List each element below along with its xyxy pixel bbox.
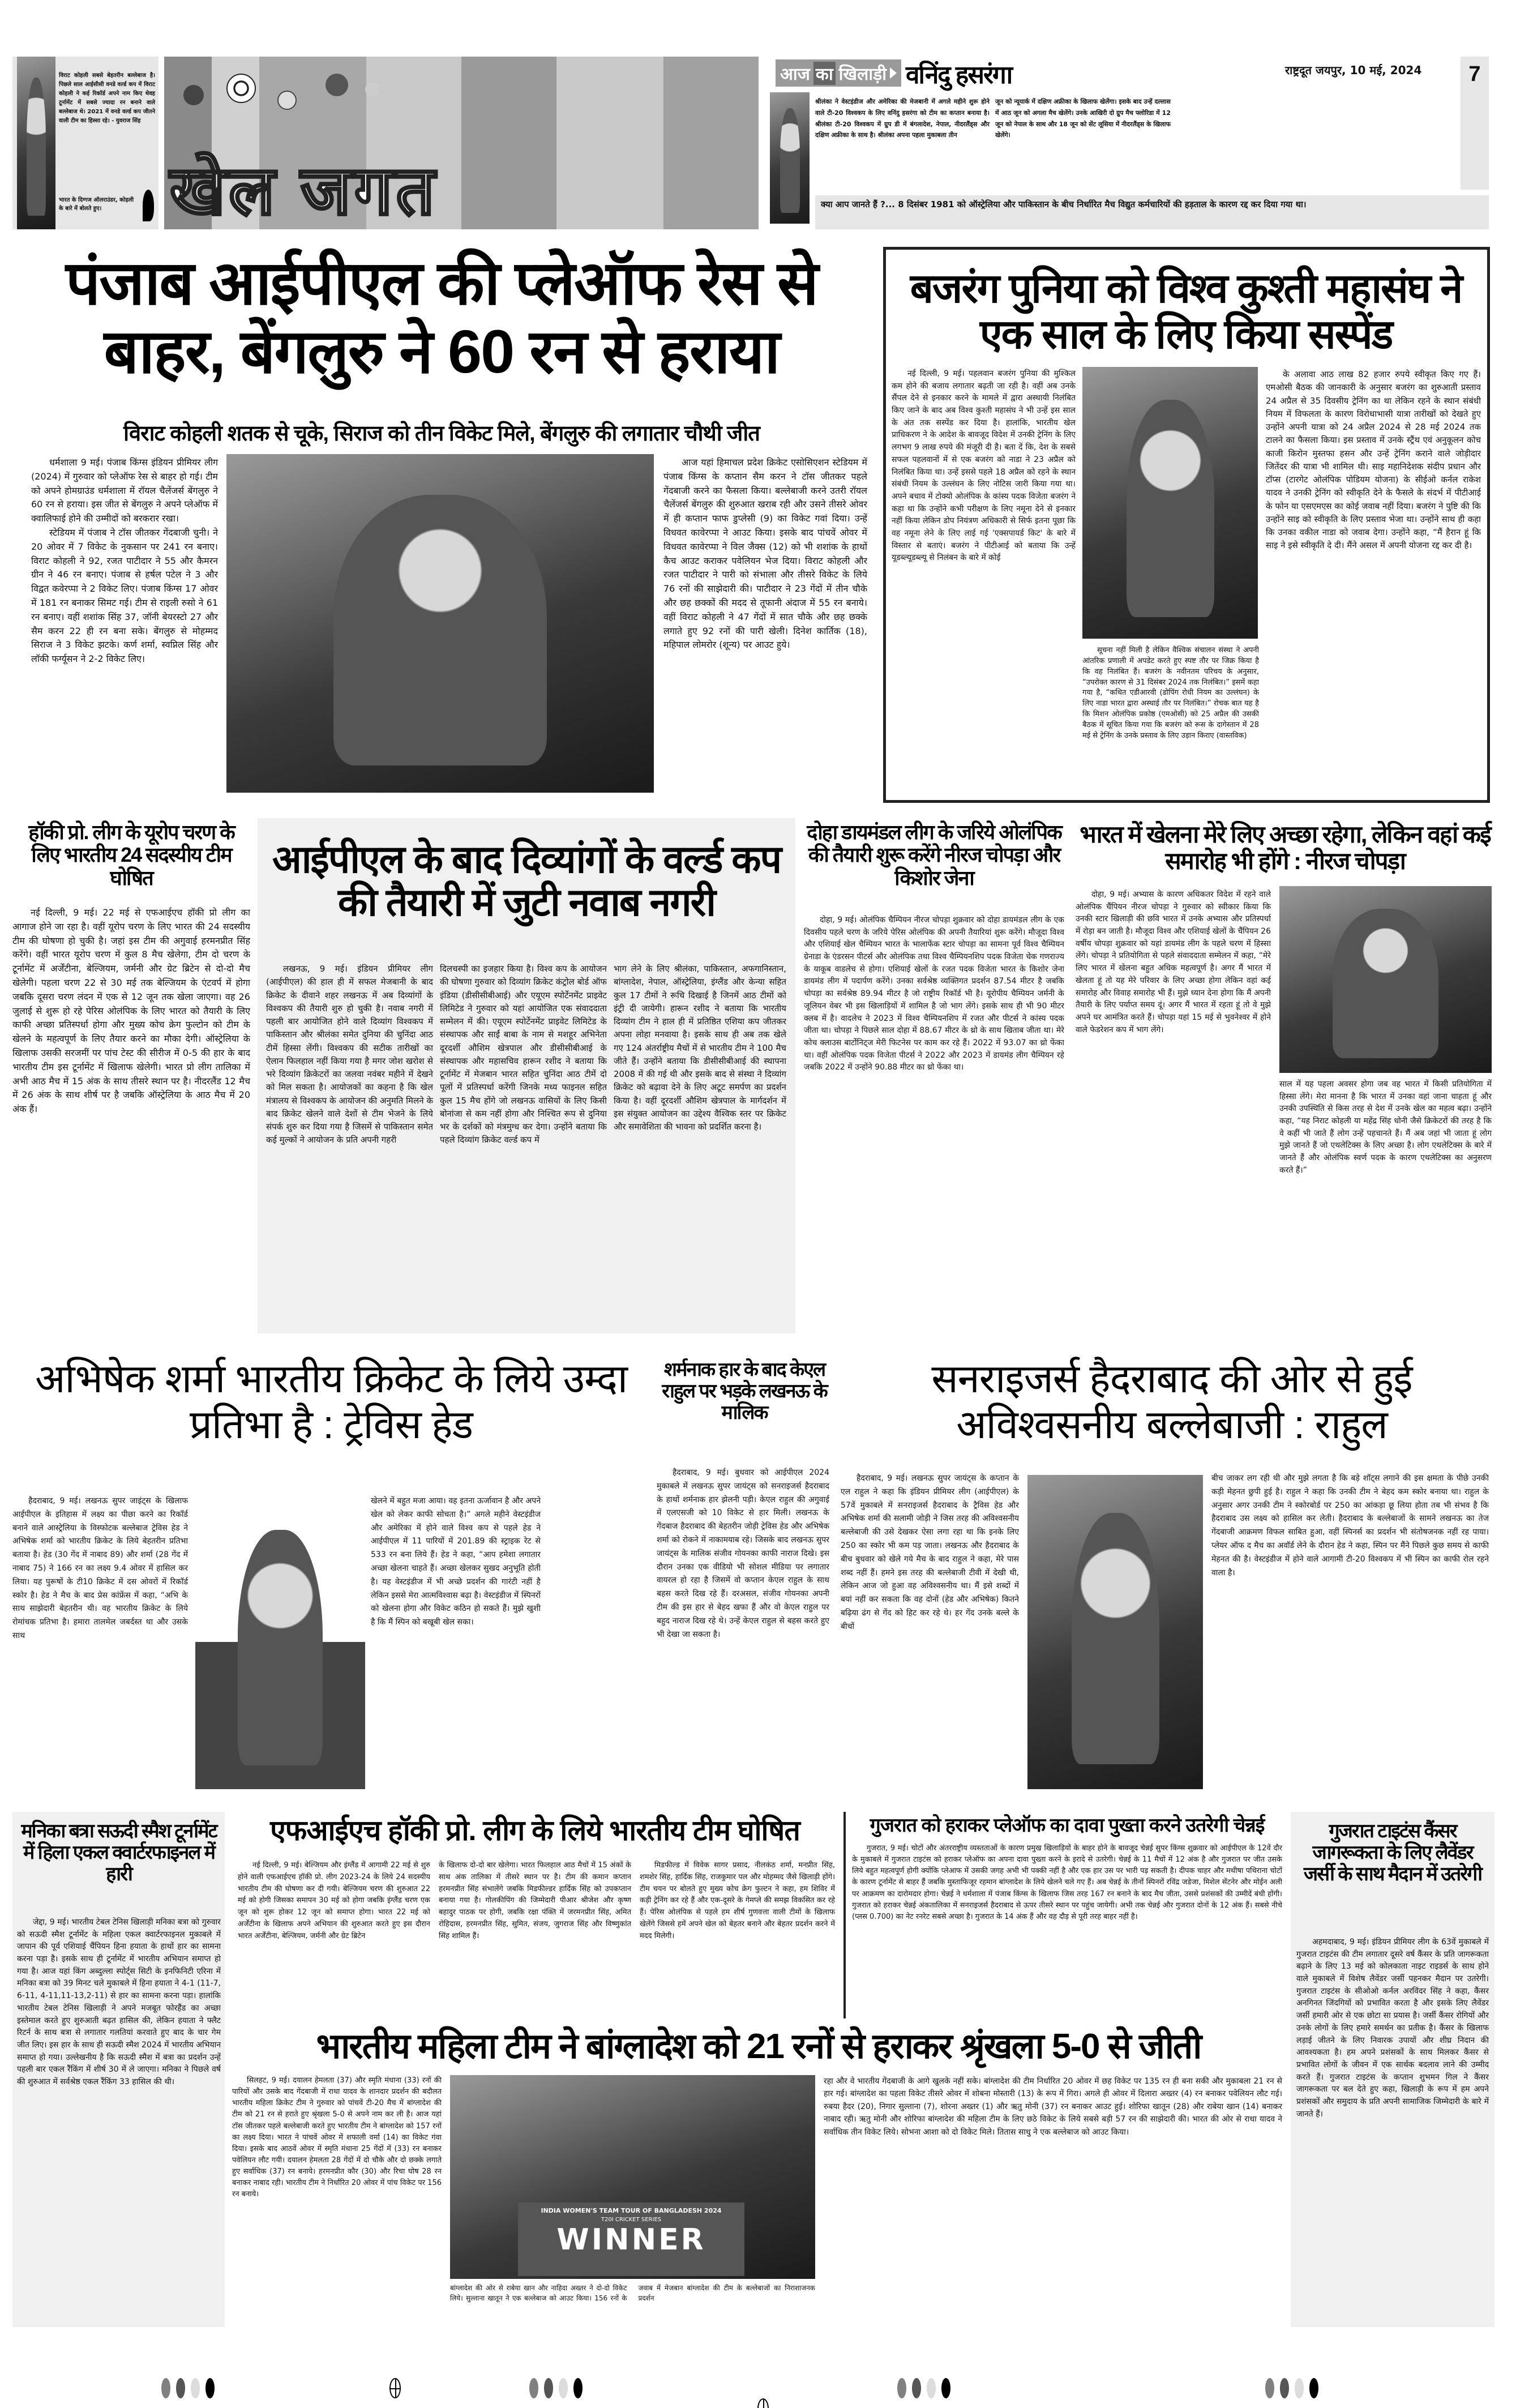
registration-marks-3: [897, 2378, 950, 2398]
registration-dot: [927, 2378, 936, 2398]
divyang-col3: भाग लेने के लिए श्रीलंका, पाकिस्तान, अफगानिस्तान, बांग्लादेश, नेपाल, ऑस्ट्रेलिया, इंग्लैंड और केन्या सहित कुल 17 टीमों ने रूचि दिखाई है जिनमें आठ टीमों को इंट्री दी जायेगी। हारून रशीद ने बताया कि भारतीय दिव्यांग टीम ने हाल ही में प्रतिष्ठित एशिया कप जीतकर अपना लोहा मनवाया है। इसके साथ ही अब तक खेले गए 124 अंतर्राष्ट्रीय मैचों में से भारतीय टीम ने 100 मैच जीते हैं। उन्होंने बताया कि डीसीसीबीआई की स्थापना 2008 में की गई थी और इसके बाद से संस्था ने दिव्यांग क्रिकेट को बढ़ावा देने के लिए अटूट समर्पण का प्रदर्शन किया है। वहीं दूरदर्शी औशिम खेत्रपाल के मार्गदर्शन में इस संयुक्त आयोजन का उद्देश्य वैश्विक स्तर पर क्रिकेट और समावेशिता की भावना को प्रदर्शित करना है।: [614, 964, 786, 1132]
dateline: राष्ट्रदूत जयपुर, 10 मई, 2024: [1285, 63, 1422, 77]
hockey-europe-body: नई दिल्ली, 9 मई। 22 मई से एफआईएच हॉकी प्रो लीग का आगाज होने जा रहा है। वहीं यूरोप चरण के लिए भारत की 24 सदस्यीय टीम की घोषणा हो चुकी है। जहां इस टीम की अगुवाई हरमनप्रीत सिंह करेंगे। वहीं भारत यूरोप चरण में कुल 8 मैच खेलेगा, टीम दो चरण के टूर्नामेंट में अर्जेंटीना, बेल्जियम, जर्मनी और ग्रेट ब्रिटेन से दो-दो मैच खेलेगी। पहला चरण 22 से 30 मई तक बेल्जियम के एंटवर्प में होगा जबकि दूसरा चरण लंदन में एक से 12 जून तक खेला जाएगा। वह 26 जुलाई से शुरू हो रहे पेरिस ओलंपिक के लिए भारत को तैयारी के लिए काफी अच्छा प्रतिस्पर्धा होगा और मुख्य कोच क्रेग फुल्टोन को टीम के खेलने के महत्वपूर्ण के लिए तैयार करने का मौका देगी। ऑस्ट्रेलिया के खिलाफ उसकी सरजमीं पर पांच टेस्ट की सीरीज में 0-5 की हार के बाद भारतीय टीम इस टूर्नामेंट में खिलाफ खेलेगी। भारत प्रो लीग तालिका में अभी आठ मैच में 15 अंक के साथ तीसरे स्थान पर है। नीदरलैंड 12 मैच में 26 अंक के साथ शीर्ष पर है जबकि ऑस्ट्रेलिया के आठ मैच में 20 अंक हैं।: [12, 907, 250, 1115]
registration-dot: [529, 2378, 538, 2398]
bajrang-col1: नई दिल्ली, 9 मई। पहलवान बजरंग पुनिया की मुश्किल कम होने की बजाय लगातार बढ़ती जा रही है। वहीं अब उनके सैंपल देने से इनकार करने के मामले में द्वारा अस्थायी निलंबित किए जाने के बाद अब विश्व कुश्ती महासंघ ने भी उन्हें इस साल के अंत तक सस्पेंड कर दिया है। हालांकि, भारतीय खेल प्राधिकरण ने के आदेश के बावजूद विदेश में उनकी ट्रेनिंग के लिए लगभग 9 लाख रुपये की मंजूरी दी है। बता दें कि, देश के सबसे सफल पहलवानों में से एक बजरंग को नाडा ने 23 अप्रैल को निलंबित किया था। उन्हें इससे पहले 18 अप्रैल को रहने के स्थान संबंधी नियम के उल्लंघन के लिए नोटिस जारी किया गया था। अपने बचाव में टोक्यो ओलंपिक के कांस्य पदक विजेता बजरंग ने कहा था कि उन्होंने कभी परीक्षण के लिए नमूना देने से इनकार नहीं किया लेकिन डोप नियंत्रण अधिकारी से सिर्फ इतना पूछा कि वह नमूना लेने के लिए लाई गई 'एक्सपायर्ड किट' के बारे में विस्तार से बताएं। बजरंग ने पीटीआई को बताया कि उन्हें यूडब्ल्यूडब्ल्यू से निलंबन के बारे में कोई: [892, 369, 1076, 563]
travis-col2: खेलने में बहुत मजा आया। वह इतना ऊर्जावान है और अपने खेल को लेकर काफी सोचता है।” अगले महीने वेस्टइंडीज और अमेरिका में होने वाले विश्व कप से पहले हेड ने आईपीएल में 11 पारियों में 201.89 की स्ट्राइक रेट से 533 रन बना लिये हैं। हेड ने कहा, “आप हमेशा लगातार अच्छा खेलना चाहते हैं। अच्छा खेलकर सुखद अनुभूति होती है। यह वेस्टइंडीज में भी अच्छे प्रदर्शन की गारंटी नहीं है लेकिन इससे मेरा आत्मविश्वास बढ़ा है। वेस्टइंडीज में स्पिनरों को खेलना होगा और विकेट कठिन हो सकते हैं। मुझे खुशी है कि मैं स्पिन को बखूबी खेल सका।: [371, 1496, 541, 1627]
registration-dot: [161, 2378, 170, 2398]
registration-dot: [897, 2378, 906, 2398]
player-name: वनिंदु हसरंगा: [906, 61, 1012, 89]
hockey-europe-headline: हॉकी प्रो. लीग के यूरोप चरण के लिए भारतीय 24 सदस्यीय टीम घोषित: [28, 820, 234, 889]
bajrang-col2: सूचना नहीं मिली है लेकिन वैश्विक संचालन संस्था ने अपनी आंतरिक प्रणाली में अपडेट करते हुए स्पष्ट तौर पर जिक्र किया है कि वह निलंबित हैं। बजरंग के नवीनतम परिचय के अनुसार, “उपरोक्त कारण से 31 दिसंबर 2024 तक निलंबित।” इसमें कहा गया है, “कथित एडीआरवी (डोपिंग रोधी नियम का उल्लंघन) के लिए नाडा भारत द्वारा अस्थाई तौर पर निलंबित।” रोचक बात यह है कि मिशन ओलंपिक प्रकोष्ठ (एमओसी) को 25 अप्रैल की उसकी बैठक में सूचित किया गया कि बजरंग को रूस के दागेस्तान में 28 मई से ट्रेनिंग के उनके प्रस्ताव के लिए उड़ान किराए (वास्तविक): [1082, 646, 1259, 740]
player-bio-col1: श्रीलंका ने वेस्टइंडीज और अमेरिका की मेजबानी में अगले महीने शुरू होने वाले टी-20 विश्वकप के लिए वनिंदु हसरंगा को टीम का कप्तान बनाया है। श्रीलंका टी-20 विश्वकप में ग्रुप डी में बंगलादेश, नेपाल, नीदरलैंड्स और दक्षिण अफ्रीका के साथ है। श्रीलंका अपना पहला मुकाबला तीन: [815, 98, 990, 139]
registration-marks-2: [529, 2378, 583, 2398]
neeraj-photo: [1279, 886, 1492, 1073]
section-title: खेल जगत: [170, 153, 438, 229]
doha-body: दोहा, 9 मई। ओलंपिक चैम्पियन नीरज चोपड़ा शुक्रवार को दोहा डायमंडल लीग के एक दिवसीय पहले चरण के जरिये पेरिस ओलंपिक की अपनी तैयारियां शुरू करेंगे। मौजूदा विश्व और एशियाई खेल चैम्पियन भारत के भालाफेंक स्टार चोपड़ा का सामना पूर्व विश्व चैम्पियन ग्रेनाडा के एंडरसन पीटर्स और ओलंपिक तथा विश्व चैम्पियनशिप पदक विजेता चेक गणराज्य के याकूब वाडलेच से होगा। एशियाई खेलों के रजत पदक विजेता भारत के किशोर जेना डायमंड लीग में पदार्पण करेंगे। उनका सर्वश्रेष्ठ व्यक्तिगत प्रदर्शन 87.54 मीटर है जबकि चोपड़ा का सर्वश्रेष्ठ 89.94 मीटर है जो राष्ट्रीय रिकॉर्ड भी है। यूरोपीय चैम्पियन जर्मनी के जूलियन वेबर भी इस खिलाड़ियों में शामिल है जो भाग लेंगे। इसके साथ ही भी 90 मीटर क्लब में है। वादलेच ने 2023 में विश्व चैम्पियनशिप में रजत और पीटर्स ने कांस्य पदक जीता था। चोपड़ा ने पिछले साल दोहा में 88.67 मीटर के थ्रो के साथ खिताब जीता था। मेरे कोच क्लाउस बार्टोनिट्ज मेरी फिटनेस पर काम कर रहे हैं। 2022 में 93.07 का थ्रो फेंका था। वहीं ओलंपिक पदक विजेता पीटर्स ने 2022 और 2023 में डायमंड लीग चैम्पियन रहे जबकि 2022 में उन्होंने 90.88 मीटर का थ्रो फेंका था।: [804, 916, 1064, 1072]
divyang-headline: आईपीएल के बाद दिव्यांगों के वर्ल्ड कप की तैयारी में जुटी नवाब नगरी: [272, 838, 781, 925]
kl-rahul-photo: [1027, 1475, 1203, 1789]
kohli-batting-photo: [226, 454, 654, 793]
tennis-ball-icon: [365, 82, 380, 97]
player-of-day-label: आज का खिलाड़ी: [776, 59, 901, 87]
player-bio-col2: जून को न्यूयार्क में दक्षिण अफ्रीका के खिलाफ खेलेंगा। इसके बाद उन्हें दल्लास में आठ जून को अगला मैच खेलेंगे। उनके आखिरी दो ग्रुप मैच फ्लोरिडा में 12 जून को नेपाल के साथ और 18 जून को सेंट लूसिया में नीदरलैंड्स के खिलाफ खेलेंगे।: [995, 98, 1171, 139]
registration-dot: [941, 2378, 950, 2398]
registration-dot: [176, 2378, 185, 2398]
divyang-col1: लखनऊ, 9 मई। इंडियन प्रीमियर लीग (आईपीएल) की हाल ही में सफल मेजबानी के बाद क्रिकेट के दीवाने शहर लखनऊ में अब दिव्यांगों के विश्वकप की तैयारी शुरु हो चुकी है। नवाब नगरी में पहली बार आयोजित होने वाले दिव्यांग विश्वकप में पाकिस्तान और श्रीलंका समेत दुनिया की चुनिंदा आठ टीमें हिस्सा लेंगी। विश्वकप की सटीक तारीखों का ऐलान फिलहाल नहीं किया गया है मगर जोश खरोश से भरे दिव्यांग क्रिकेटरों का जलवा नवंबर महीने में देखने को मिल सकता है। आयोजकों का कहना है कि खेल मंत्रालय से विश्वकप के आयोजन की अनुमति मिलने के बाद क्रिकेट खेलने वाले देशों से टीम भेजने के लिये संपर्क शुरु कर दिया गया है जिसमें से पाकिस्तान समेत कई मुल्कों ने आयोजन के प्रति अपनी गहरी: [266, 964, 433, 1145]
women-col3: रहा और वे भारतीय गेंदबाजी के आगे खुलके नहीं सके। बांग्लादेश की टीम निर्धारित 20 ओवर में छह विकेट पर 135 रन ही बना सकी और मुकाबला 21 रन से हार गई। बांग्लादेश का पहला विकेट तीसरे ओवर में शोबना मोस्तारी (13) के रूप में गिरा। अगले ही ओवर में दिलारा अख्तर (4) रन बनाकर पवेलियन लौट गई। रुबया हैदर (20), निगार सुल्ताना (7), शोरना अख्तर (1) और ऋतु मोनी (37) रन बनाकर आउट हुई। शोरिफा खातून (28) और राबेया खान (14) बनाकर नाबाद रही। ऋतु मोनी और शोरिफा बांग्लादेश की महिला टीम के लिए छठे विकेट के लिये सबसे बड़ी 57 रन की साझेदारी की। भारत की ओर से राधा यादव ने सर्वाधिक तीन विकेट लिये। सोभना आशा को दो विकेट मिले। तितास साधु ने एक बल्लेबाज को आउट किया।: [824, 2077, 1282, 2137]
goenka-headline: शर्मनाक हार के बाद केएल राहुल पर भड़के लखनऊ के मालिक: [662, 1359, 827, 1424]
gt-lavender-body: अहमदाबाद, 9 मई। इंडियन प्रीमियर लीग के 63वें मुकाबले में गुजरात टाइटंस की टीम लगातार दूसरे वर्ष कैंसर के प्रति जागरूकता बढ़ाने के लिए 13 मई को कोलकाता नाइट राइडर्स के साथ होने वाले मुकाबले में विशेष लैवेंडर जर्सी पहनकर मैदान पर उतरेगी। गुजरात टाइटंस के सीओओ कर्नल अरविंदर सिंह ने कहा, कैंसर अनगिनत जिंदगियों को प्रभावित करता है और इसके लिए लैवेंडर जर्सी हमारी ओर से एक छोटा सा प्रयास है। जर्सी कैंसर रोगियों और उनके लोगों के लिए हमारे समर्थन का प्रतीक है। कैंसर के खिलाफ लड़ाई जीतने के लिए निवारक उपायों और शीघ्र निदान की आवश्यकता है। हम अपने प्रशंसकों के साथ मिलकर कैंसर से प्रभावित लोगों के जीवन में एक सार्थक बदलाव लाने की उम्मीद करते हैं। गुजरात टाइटंस के कप्तान शुभमन गिल ने कैंसर जागरूकता पर बल देते हुए कहा, खिलाड़ी के रूप में हम अपने प्रशंसकों और समुदाय के प्रति अपनी सामाजिक जिम्मेदारी के बारे में जानते हैं।: [1296, 1937, 1489, 2119]
registration-marks-4: [1265, 2378, 1318, 2398]
quote-text: विराट कोहली सबसे बेहतरीन बल्लेबाज है। पिछले साल आईसीसी वनडे वर्ल्ड कप में विराट कोहली ने कई रिकॉर्ड अपने नाम किए थेवह टूर्नामेंट में सबसे ज्यादा रन बनाने वाले बल्लेबाज थे। 2021 में वनडे वर्ल्ड कप जीतने वाली टीम का हिस्सा रहे। - युवराज सिंह: [59, 72, 155, 124]
registration-dot: [559, 2378, 568, 2398]
fih-headline: एफआईएच हॉकी प्रो. लीग के लिये भारतीय टीम घोषित: [270, 1815, 800, 1846]
page-number: 7: [1461, 57, 1489, 190]
punjab-headline: पंजाब आईपीएल की प्लेऑफ रेस से बाहर, बेंगलुरु ने 60 रन से हराया: [65, 249, 818, 386]
registration-dot: [205, 2378, 215, 2398]
neeraj-col2: साल में यह पहला अवसर होगा जब वह भारत में किसी प्रतियोगिता में हिस्सा लेंगे। मेरा मानना है कि भारत में उनका वहां जाना चाहता हूं और उनकी उपस्थिति से किस तरह से देश में उनके खेल का महत्व बढ़ा। उन्होंने कहा, “यह निराट कोहली या महेंद्र सिंह धोनी जैसे क्रिकेटरों की तरह है कि वे कहीं भी जाते हैं लोग उन्हें पहचानते हैं। मैं अब जहां भी जाता हूं लोग मुझे जानते हैं जो एथलेटिक्स के लिए अच्छा है। लोग एथलेटिक्स के बारे में जानते हैं और ओलंपिक स्वर्ण पदक के कारण एथलेटिक्स का अनुसरण करते हैं।”: [1279, 1080, 1492, 1175]
registration-dot: [1265, 2378, 1274, 2398]
fih-col1: नई दिल्ली, 9 मई। बेल्जियम और इंग्लैंड में आगामी 22 मई से शुरु होने वाली एफआईएच हॉकी प्रो. लीग 2023-24 के लिये 24 सदस्यीय भारतीय टीम की घोषणा कर दी गयी। बेल्जियम चरण की शुरुआत 22 मई को होगी जिसका समापन 30 मई को होगा जबकि इंग्लैंड चरण एक जून को शुरू होकर 12 जून को समाप्त होगा। भारत 22 मई को अर्जेंटीना के खिलाफ अपने अभियान की शुरुआत करते हुए इस दौरान भारत अर्जेंटीना, बेल्जियम, जर्मनी और ग्रेट ब्रिटेन: [238, 1861, 430, 1940]
fih-col2: के खिलाफ दो-दो बार खेलेगा। भारत फिलहाल आठ मैचों में 15 अंकों के साथ अंक तालिका में तीसरे स्थान पर है। टीम की कमान कप्तान हरमनप्रीत सिंह संभालेंगे जबकि मिडफील्डर हार्दिक सिंह को उपकप्तान बनाया गया है। गोलकीपिंग की जिम्मेदारी पीआर श्रीजेश और कृष्ण बहादुर पाठक पर होगी, जबकि रक्षा पंक्ति में जरमनप्रीत सिंह, अमित रोहिदास, हरमनप्रीत सिंह, सुमित, संजय, जुगराज सिंह और विष्णुकांत सिंह शामिल हैं।: [439, 1861, 631, 1940]
manika-body: जेद्दा, 9 मई। भारतीय टेबल टेनिस खिलाड़ी मनिका बत्रा को गुरुवार को सऊदी स्मैश टूर्नामेंट के महिला एकल क्वार्टरफाइनल मुकाबले में जापान की पूर्व एशियाई चैंपियन हिना हयाता के हाथों हार का सामना करना पड़ा है। इसके साथ ही टूर्नामेंट में भारतीय अभियान समाप्त हो गया है। आज यहां किंग अब्दुल्ला स्पोर्ट्स सिटी के इनफिनिटी एरिना में मनिका बत्रा को 39 मिनट चले मुकाबले में हिना हयाता ने 4-1 (11-7, 6-11, 4-11,11-13,2-11) से हार का सामना करना पड़ा। हालांकि भारतीय टेबल टेनिस खिलाड़ी ने अपने मजबूत फोरहैंड का अच्छा इस्तेमाल करते हुए शुरुआती बढ़त हासिल की, लेकिन हयाता ने फ्लैट रिटर्न के साथ बत्रा से लगातार गलतियां करवाते हुए बाद के चार गेम जीत लिए। इस हार के साथ ही सऊदी स्मैश 2024 में भारतीय अभियान समाप्त हो गया। उल्लेखनीय है कि सऊदी स्मैश में बत्रा का प्रदर्शन उन्हें पहली बार एकल रैंकिंग में शीर्ष 30 में ले जाएगा। मनिका ने पिछले वर्ष की शुरुआत में सर्वश्रेष्ठ एकल रैंकिंग 33 हासिल की थी।: [17, 1918, 221, 2086]
football-icon: [226, 74, 256, 103]
bajrang-col3: के अलावा आठ लाख 82 हजार रुपये स्वीकृत किए गए हैं। एमओसी बैठक की जानकारी के अनुसार बजरंग का शुरुआती प्रस्ताव 24 अप्रैल से 35 दिवसीय ट्रेनिंग का था लेकिन रहने के स्थान संबंधी नियम में विफलता के कारण विरोधाभासी यात्रा तारीखों को देखते हुए उन्होंने अपनी यात्रा को 24 अप्रैल 2024 से 28 मई 2024 तक टालने का फैसला किया। इस प्रस्ताव में उनके स्ट्रैंथ एवं अनुकूलन कोच काजी किरोन मुस्तफा हसन और उन्हें ट्रेनिंग कराने वाले जोड़ीदार जितेंदर की यात्रा भी शामिल थी। साइ महानिदेशक संदीप प्रधान और टॉप्स (टारगेट ओलंपिक पोडियम योजना) के सीईओ कर्नल राकेश यादव ने उनकी ट्रेनिंग को स्वीकृति देने के फैसले के संदर्भ में पीटीआई के फोन या एसएमएस का कोई जवाब नहीं दिया। बजरंग ने पुष्टि की कि उन्होंने साइ को स्वीकृति के लिए प्रस्ताव भेजा था। उन्होंने साथ ही कहा कि उनका वकील नाडा को जवाब देगा। उन्होंने कहा, “मैं हैरान हूं कि साइ ने इसे स्वीकृति दे दी। मैंने असल में अपनी योजना रद्द कर दी है।: [1266, 369, 1481, 551]
registration-dot: [1295, 2378, 1304, 2398]
hockey-ball-icon: [277, 91, 297, 110]
punjab-col1: धर्मशाला 9 मई। पंजाब किंग्स इंडियन प्रीमियर लीग (2024) में गुरुवार को प्लेऑफ रेस से बाहर हो गई। टीम को अपने होमग्राउंड धर्मशाला में रॉयल चैलेंजर्स बेंगलुरु ने 60 रन से हराया। इस जीत से बेंगलुरु ने अपने प्लेऑफ में क्वालिफाई होने की उम्मीदों को बरकरार रखा। स्टेडियम में पंजाब ने टॉस जीतकर गेंदबाजी चुनी। ने 20 ओवर में 7 विकेट के नुकसान पर 241 रन बनाए। विराट कोहली ने 92, रजत पाटीदार ने 55 और कैमरन ग्रीन ने 46 रन बनाए। पंजाब से हर्षल पटेल ने 3 और विद्वत कवेरप्पा ने 2 विकेट लिए। पंजाब किंग्स 17 ओवर में 181 रन बनाकर सिमट गई। टीम से राइली रुसो ने 61 रन बनाए। वहीं शशांक सिंह 37, जॉनी बेयरस्टो 27 और सैम करन 22 ही रन बना सके। बेंगलुरु से मोहम्मद सिराज ने 3 विकेट झटके। कर्ण शर्मा, स्वप्निल सिंह और लॉकी फर्ग्यूसन ने 2-2 विकेट लिए।: [31, 457, 218, 665]
neeraj-headline: भारत में खेलना मेरे लिए अच्छा रहेगा, लेकिन वहां कई समारोह भी होंगे : नीरज चोपड़ा: [1080, 821, 1491, 875]
travis-headline: अभिषेक शर्मा भारतीय क्रिकेट के लिये उम्दा प्रतिभा है : ट्रेविस हेड: [35, 1357, 627, 1447]
chennai-body: गुजरात, 9 मई। चोटों और अंतरराष्ट्रीय व्यस्तताओं के कारण प्रमुख खिलाड़ियों के बाहर होने के बावजूद चेन्नई सुपर किंग्स शुक्रवार को आईपीएल के 12वें दौर के मुकाबले में गुजरात टाइटंस को हराकर प्लेऑफ का अपना दावा पुख्ता करने के इरादे से उतरेगी। चेन्नई के 11 मैचों में 12 अंक है और गुजरात पर जीत उसके लिये बहुत महत्वपूर्ण होगी क्योंकि प्लेआफ में उसकी जगह अभी भी पक्की नहीं है और एक हार उस पर भारी पड़ सकती है। दीपक चाहर और मथीषा पथिराना चोटों के कारण टूर्नामेंट से बाहर हैं जबकि मुस्ताफिजूर रहमान बांग्लादेश के लिये खेलने चले गए हैं। अब चेन्नई के तीनों स्पिनरों रविंद्र जडेजा, मिशेल सेंटनेर और मोईन अली पर आक्रमण का दारोमदार होगा। चेन्नई ने धर्मशाला में पंजाब किंग्स के खिलाफ जिस तरह 167 रन बनाने के बाद मैच जीता, उससे प्रशंसकों की उम्मीदें बंधी होंगी। गुजरात को हराकर चेन्नई अंकतालिका में सनराइजर्स हैदराबाद से ऊपर तीसरे स्थान पर पहुंच जायेगी। अभी तक चेन्नई और गुजरात दोनों के 12 अंक हैं। सबसे नीचे (प्लस 0.700) का नेट रनरेट सबसे अच्छा है। गुजरात के 14 अंक हैं और वह दौड़ से पूरी तरह बाहर नहीं है।: [852, 1844, 1282, 1921]
basketball-icon: [326, 74, 348, 96]
bajrang-photo: [1082, 367, 1258, 639]
rahul-headline: सनराइजर्स हैदराबाद की ओर से हुई अविश्वसनीय बल्लेबाजी : राहुल: [931, 1357, 1412, 1447]
did-you-know-bar: क्या आप जानते हैं ?... 8 दिसंबर 1981 को ऑस्ट्रेलिया और पाकिस्तान के बीच निर्धारित मैच विद्युत कर्मचारियों की हड़ताल के कारण रद्द कर दिया गया था।: [815, 195, 1489, 229]
quote-caption: भारत के दिग्गज ऑलराउंडर, कोहली के बारे में बोलते हुए।: [59, 197, 134, 212]
column-divider: [843, 1812, 846, 2018]
rahul-col2: बीच जाकर लग रही थी और मुझे लगता है कि बड़े शॉट्स लगाने की इस क्षमता के पीछे उनकी कड़ी मेहनत छुपी हुई है। राहुल ने कहा कि उनकी टीम ने बेहद कम स्कोर बनाया था। राहुल के अनुसार अगर उनकी टीम ने स्कोरबोर्ड पर 250 का आंकड़ा छू लिया होता तब भी संभव है कि हैदराबाद उस लक्ष्य को हासिल कर लेती। हैदराबाद के बल्लेबाजों के सामने लखनऊ का तेज गेंदबाजी आक्रमण विफल साबित हुआ, वहीं स्पिनर्स का प्रदर्शन भी संतोषजनक नहीं रह पाया। प्लेयर ऑफ द मैच का अवॉर्ड लेने के दौरान हेड ने कहा, स्पिन पर मैंने पिछले कुछ समय से काफी मेहनत की है। वेस्टइंडीज में होने वाले आगामी टी-20 विश्वकप में भी स्पिन का काफी रोल रहने वाला है।: [1211, 1474, 1489, 1577]
chennai-headline: गुजरात को हराकर प्लेऑफ का दावा पुख्ता करने उतरेगी चेन्नई: [870, 1815, 1265, 1836]
registration-dot: [1309, 2378, 1318, 2398]
neeraj-col1: दोहा, 9 मई। अभ्यास के कारण अधिकतर विदेश में रहने वाले ओलंपिक चैंपियन नीरज चोपड़ा ने गुरुवार को स्वीकार किया कि उनकी स्टार खिलाड़ी की छवि भारत में उनके अभ्यास और प्रतिस्पर्धा में रोड़ा बन जाती है। मौजूदा विश्व और एशियाई खेलों के चैंपियन 26 वर्षीय चोपड़ा शुक्रवार को यहां डायमंड लीग के पहले चरण में हिस्सा लेंगे। चोपड़ा ने प्रतियोगिता से पहले संवाददाता सम्मेलन में कहा, “मेरे लिए भारत में खेलना बहुत अधिक महत्वपूर्ण है। अगर मैं भारत में खेलता हूं तो यह मेरे परिवार के लिए अच्छा होगा लेकिन वहां कई समारोह और विवाह समारोह भी हैं। मुझे ध्यान देना होगा कि मैं अपनी तैयारी के लिए पर्याप्त समय दूं। अगर मैं भारत में रहता हूं तो वे मुझे अपने घर आमंत्रित करते हैं। चोपड़ा यहां 15 मई से भुवनेश्वर में होने वाले फेडरेशन कप में भाग लेंगे।: [1076, 890, 1271, 1034]
crosshair-icon: [389, 2378, 401, 2398]
punjab-subhead: विराट कोहली शतक से चूके, सिराज को तीन विकेट मिले, बेंगलुरु की लगातार चौथी जीत: [123, 422, 760, 446]
registration-dot: [1280, 2378, 1289, 2398]
winner-banner: INDIA WOMEN'S TEAM TOUR OF BANGLADESH 2024 T20I CRICKET SERIES WINNER: [518, 2202, 744, 2276]
gt-lavender-headline: गुजरात टाइटंस कैंसर जागरूकता के लिए लैवेंडर जर्सी के साथ मैदान में उतरेगी: [1303, 1820, 1482, 1885]
registration-dot: [573, 2378, 583, 2398]
manika-headline: मनिका बत्रा सऊदी स्मैश टूर्नामेंट में हिला एकल क्वार्टरफाइनल में हारी: [21, 1820, 217, 1885]
bajrang-headline: बजरंग पुनिया को विश्व कुश्ती महासंघ ने एक साल के लिए किया सस्पेंड: [910, 266, 1462, 357]
registration-dot: [191, 2378, 200, 2398]
hasaranga-photo: [770, 92, 810, 224]
goenka-body: हैदराबाद, 9 मई। बुधवार को आईपीएल 2024 मुकाबले में लखनऊ सुपर जायंट्स को सनराइजर्स हैदराबाद के हाथों शर्मनाक हार झेलनी पड़ी। केएल राहुल की अगुवाई में एलएसजी को 10 विकेट से हार मिली। लखनऊ के गेंदबाज हैदराबाद की बेहतरीन जोड़ी ट्रेविस हेड और अभिषेक शर्मा को रोकने में नाकामयाब रहे। जिसके बाद लखनऊ सुपर जायंट्स के मालिक संजीव गोयनका काफी नाराज दिखे। इस दौरान उनका एक वीडियो भी सोशल मीडिया पर लगातार वायरल हो रहा है जिसमें वो कप्तान केएल राहुल के साथ बहस करते दिख रहे हैं। दरअसल, संजीव गोयनका अपनी टीम की इस हार से बेहद खफा हैं और वो केएल राहुल पर बहुद नाराज दिख रहे थे। उन्हें केएल राहुल से बहस करते हुए भी देखा जा सकता है।: [657, 1468, 829, 1639]
women-col2: बांग्लादेश की ओर से राबेया खान और नाहिदा अख्तर ने दो-दो विकेट लिये। सुल्ताना खातून ने एक बल्लेबाज को आउट किया। 156 रनों के जवाब में मेजबान बांग्लादेश की टीम के बल्लेबाजों का निराशाजनक प्रदर्शन: [450, 2284, 815, 2302]
travis-head-photo: [195, 1495, 365, 1789]
women-col1: सिलहट, 9 मई। दयालन हेमलता (37) और स्मृति मंधाना (33) रनों की पारियों और उसके बाद गेंदबाजी में राधा यादव के शानदार प्रदर्शन की बदौलत भारतीय महिला क्रिकेट टीम ने गुरुवार को पांचवें टी-20 मैच में बांग्लादेश की टीम को 21 रन से हराते हुए श्रृंखला 5-0 से अपने नाम कर ली है। आज यहां टॉस जीतकर पहले बल्लेबाजी करते हुए भारतीय टीम ने बांग्लादेश को 157 रनों का लक्ष्य दिया। भारत ने पांचवें ओवर में शफाली वर्मा (14) का विकेट गंवा दिया। इसके बाद आठवें ओवर में स्मृति मंधाना 25 गेंदों में (33) रन बनाकर पवेलियन लौट गयी। दयालन हेमलता 28 गेंदों में दो चौके और दो छक्के लगाते हुए सर्वाधिक (37) रन बनाये। हरमनप्रीत कौर (30) और रिचा घोष 28 रन बनाकर नाबाद रही। भारतीय टीम ने निर्धारित 20 ओवर में पांच विकेट पर 156 रन बनाये।: [232, 2076, 442, 2199]
divyang-col2: दिलचस्पी का इजहार किया है। विश्व कप के आयोजन की घोषणा गुरुवार को दिव्यांग क्रिकेट कंट्रोल बोर्ड ऑफ इंडिया (डीसीसीबीआई) और एयूएम स्पोर्टेनमेंट प्राइवेट लिमिटेड ने गुरुवार को यहां आयोजित एक संवाददाता सम्मेलन में की। एयूएम स्पोर्टेनमेंट प्राइवेट लिमिटेड के संस्थापक और साईं बाबा के नाम से मशहूर अभिनेता दूरदर्शी औशिम खेत्रपाल और डीसीसीबीआई के संस्थापक और महासचिव हारून रशीद ने बताया कि टूर्नामेंट में मेजबान भारत सहित चुनिंदा आठ टीमें दो पूलों में प्रतिस्पर्धा करेंगी जिनके मध्य फाइनल सहित कुल 15 मैच होंगे जो लखनऊ वासियों के लिए किसी बोनांजा से कम नहीं होगा और निश्चित रूप से दुनिया भर के दर्शकों को मंत्रमुग्ध कर देगा। उन्होंने बताया कि पहले दिव्यांग क्रिकेट वर्ल्ड कप में: [440, 964, 607, 1145]
fih-col3: मिडफील्ड में विवेक सागर प्रसाद, नीलकंठ शर्मा, मनप्रीत सिंह, शमशेर सिंह, हार्दिक सिंह, राजकुमार पल और मोहम्मद जैसे खिलाड़ी होंगे। टीम चयन पर बोलते हुए मुख्य कोच क्रेग फुल्टन ने कहा, हम शिविर में कड़ी ट्रेनिंग कर रहे हैं और एक-दूसरे के गेमप्ले की समझ विकसित कर रहे हैं। पेरिस ओलंपिक से पहले हम शीर्ष गुणवत्ता वाली टीमों के खिलाफ खेलेंगे जिससे हमें अपने खेल को बेहतर बनाने और बेहतर प्रदर्शन करने में मदद मिलेगी।: [640, 1861, 835, 1940]
cricket-ball-icon: [183, 85, 204, 105]
yuvraj-photo-main: [17, 57, 55, 229]
play-arrow-icon: [890, 67, 897, 79]
crosshair-icon: [757, 2398, 769, 2408]
travis-col1: हैदराबाद, 9 मई। लखनऊ सुपर जाइंट्स के खिलाफ आईपीएल के इतिहास में लक्ष्य का पीछा करने का रिकॉर्ड बनाने वाले आस्ट्रेलिया के विस्फोटक बल्लेबाज ट्रेविस हेड ने अभिषेक शर्मा को भारतीय क्रिकेट के लिये बेहतरीन प्रतिभा बताया है। हेड (30 गेंद में नाबाद 89) और शर्मा (28 गेंद में नाबाद 75) ने 166 रन का लक्ष्य 9.4 ओवर में हासिल कर लिया। यह पुरूषों के टी10 क्रिकेट में दस ओवरों में रिकॉर्ड स्कोर है। हेड ने मैच के बाद प्रेस कांफ्रेंस में कहा, “अभि के साथ साझेदारी बेहतरीन थी। वह भारतीय क्रिकेट के लिये रोमांचक प्रतिभा है। हमारा तालमेल जबर्दस्त था और उसके साथ: [12, 1496, 188, 1640]
doha-headline: दोहा डायमंडल लीग के जरिये ओलंपिक की तैयारी शुरू करेंगे नीरज चोपड़ा और किशोर जेना: [807, 820, 1061, 889]
punjab-col2: आज यहां हिमाचल प्रदेश क्रिकेट एसोसिएशन स्टेडियम में पंजाब किंग्स के कप्तान सैम करन ने टॉस जीतकर पहले गेंदबाजी करने का फैसला किया। बल्लेबाजी करने उतरी रॉयल चैलेंजर्स बेंगलुरु की शुरुआत खराब रही और उसने तीसरे ओवर में ही कप्तान फाफ डुप्लेसी (9) का विकेट गवां दिया। उन्हें विधवत कावेरप्पा ने आउट किया। इसके बाद पांचवें ओवर में विधवत कावेरप्पा ने विल जैक्स (12) को भी शशांक के हाथों कैच आउट कराकर पवेलियन भेज दिया। विराट कोहली और रजत पाटीदार ने पारी को संभाला और तीसरे विकेट के लिये 76 रनों की साझेदारी की। पाटीदार ने 23 गेंदों में तीन चौके और छह छक्कों की मदद से तूफानी अंदाज में 55 रन बनाये। वहीं विराट कोहली ने 47 गेंदों में सात चौके और छह छक्के लगाते हुए 92 रनों की पारी खेली। दिनेश कार्तिक (18), महिपाल लोमरोर (शून्य) पर आउट हुये।: [663, 457, 867, 651]
registration-marks-1: [161, 2378, 215, 2398]
registration-dot: [912, 2378, 921, 2398]
quote-mark-icon: [143, 190, 154, 221]
rahul-col1: हैदराबाद, 9 मई। लखनऊ सुपर जायंट्स के कप्तान के एल राहुल ने कहा कि इंडियन प्रीमियर लीग (आईपीएल) के 57वें मुकाबले में सनराइजर्स हैदराबाद के ट्रैविस हेड और अभिषेक शर्मा की सलामी जोड़ी ने जिस तरह की अविश्वसनीय बल्लेबाजी की उसे देखकर ऐसा लगा रहा था कि इनके लिए 250 का स्कोर भी कम पड़ जाता। लखनऊ और हैदराबाद के बीच बुधवार को खेले गये मैच के बाद राहुल ने कहा, मेरे पास शब्द नहीं हैं। हमने इस तरह की बल्लेबाजी टीवी में देखी थी, लेकिन आज जो हुआ वह अविश्वसनीय था। मैं इसे शब्दों में बयां नहीं कर सकता कि वह दोनों (हेड और अभिषेक) कितने बढ़िया ढंग से गेंद को हिट कर रहे थे। हर गेंद उनके बल्ले के बीचों: [841, 1474, 1019, 1631]
women-headline: भारतीय महिला टीम ने बांग्लादेश को 21 रनों से हराकर श्रृंखला 5-0 से जीती: [316, 2027, 1201, 2066]
registration-dot: [544, 2378, 553, 2398]
women-team-photo: [450, 2075, 815, 2279]
